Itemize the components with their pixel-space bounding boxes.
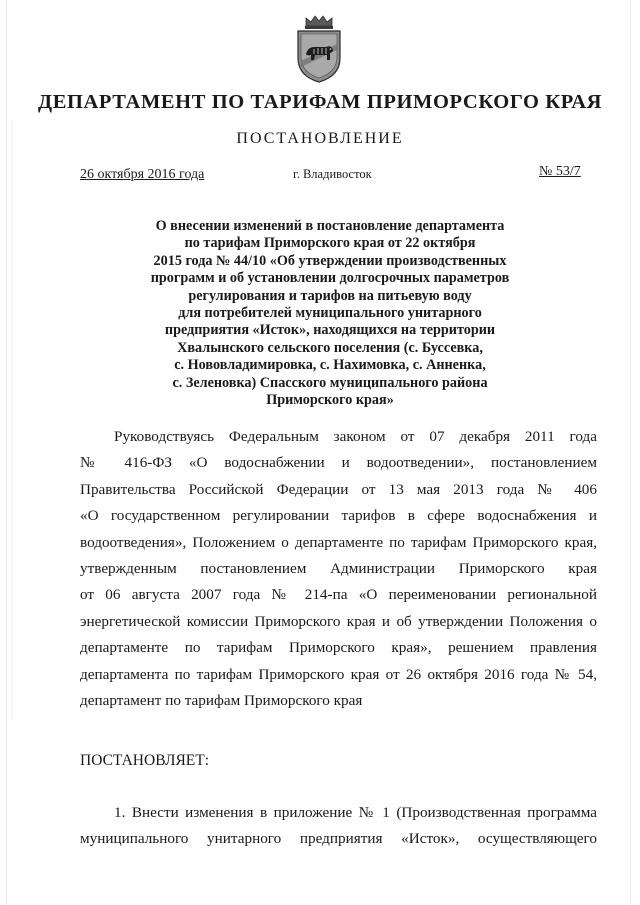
item-1-line: 1. Внести изменения в приложение № 1 (Производственная программа [114, 804, 597, 821]
subject-line: с. Нововладимировка, с. Нахимовка, с. Анненка, [174, 357, 486, 374]
preamble-line: Правительства Российской Федерации от 13 мая 2013 года № 406 [80, 480, 597, 498]
preamble-line: № 416-ФЗ «О водоснабжении и водоотведении», постановлением [80, 454, 597, 472]
preamble-line: энергетической комиссии Приморского края и об утверждении Положения о [80, 612, 597, 630]
document-type: ПОСТАНОВЛЕНИЕ [236, 130, 404, 147]
subject-line: Хвалынского сельского поселения (с. Буссевка, [177, 339, 483, 356]
resolves-heading: ПОСТАНОВЛЯЕТ: [80, 752, 210, 769]
preamble-line: департамента по тарифам Приморского края от 26 октября 2016 года № 54, [80, 665, 597, 683]
subject-line: программ и об установлении долгосрочных параметров [150, 270, 510, 287]
document-date: 26 октября 2016 года [80, 167, 205, 182]
scan-edge-line [12, 120, 13, 720]
subject-line: 2015 года № 44/10 «Об утверждении производственных [153, 252, 507, 269]
item-1-paragraph [80, 800, 597, 853]
department-title: ДЕПАРТАМЕНТ ПО ТАРИФАМ ПРИМОРСКОГО КРАЯ [37, 91, 603, 113]
preamble-line: департамент по тарифам Приморского края [80, 692, 363, 710]
preamble-line: от 06 августа 2007 года № 214-па «О переименовании региональной [80, 586, 597, 604]
subject-line: для потребителей муниципального унитарного [178, 305, 482, 322]
preamble-line: департаменте по тарифам Приморского края», решением правления [80, 639, 597, 657]
document-city: г. Владивосток [293, 167, 372, 181]
preamble-paragraph [80, 424, 597, 714]
document-subject [100, 218, 560, 409]
preamble-line: водоотведения», Положением о департаменте по тарифам Приморского края, [80, 533, 597, 551]
preamble-line: утвержденным постановлением Администрации Приморского края [80, 560, 597, 578]
subject-line: предприятия «Исток», находящихся на территории [164, 322, 496, 339]
subject-line: по тарифам Приморского края от 22 октября [184, 235, 476, 252]
preamble-line: «О государственном регулировании тарифов в сфере водоснабжения и [80, 507, 597, 525]
subject-line: с. Зеленовка) Спасского муниципального района [172, 374, 488, 391]
subject-line: Приморского края» [266, 392, 394, 409]
document-number: № 53/7 [539, 164, 581, 179]
item-1-line: муниципального унитарного предприятия «Исток», осуществляющего [80, 830, 597, 848]
subject-line: регулирования и тарифов на питьевую воду [188, 287, 472, 304]
preamble-line: Руководствуясь Федеральным законом от 07 декабря 2011 года [114, 428, 597, 445]
primorsky-krai-coat-of-arms-icon [292, 14, 346, 84]
subject-line: О внесении изменений в постановление департамента [155, 218, 505, 234]
